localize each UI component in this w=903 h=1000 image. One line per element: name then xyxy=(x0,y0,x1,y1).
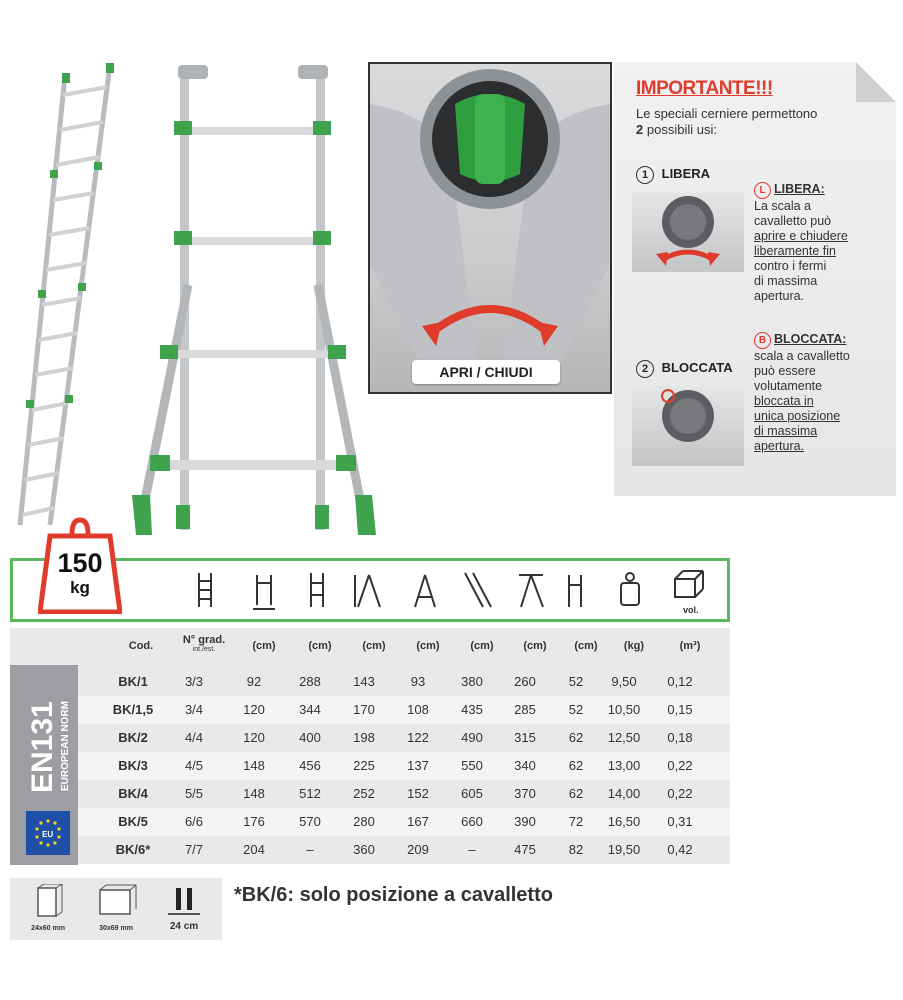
table-cell: 0,12 xyxy=(667,674,693,689)
table-cell: 16,50 xyxy=(607,814,641,829)
important-description xyxy=(636,106,876,138)
desc-line-2: possibili usi: xyxy=(646,122,717,137)
a-frame-ladder-image xyxy=(132,65,376,535)
option-1-heading xyxy=(636,166,710,184)
table-row xyxy=(78,668,730,696)
footnote: *BK/6: solo posizione a cavalletto xyxy=(234,884,553,906)
option-2-title: BLOCCATA: xyxy=(774,332,847,346)
option-1-line: di massima xyxy=(754,274,818,288)
table-cell: 120 xyxy=(243,730,265,745)
profile-sizes xyxy=(10,878,222,940)
header-unit: (cm) xyxy=(523,640,547,652)
table-cell: 13,00 xyxy=(607,758,641,773)
table-cell: 93 xyxy=(410,674,426,689)
model-code-cell: BK/5 xyxy=(118,814,148,829)
option-2-line: di massima xyxy=(754,424,818,438)
option-2-line: può essere xyxy=(754,364,816,378)
vol-label: vol. xyxy=(683,605,699,615)
table-cell: 380 xyxy=(461,674,483,689)
volume-box-icon xyxy=(675,571,703,597)
header-unit: (cm) xyxy=(308,640,332,652)
straight-ladder-image xyxy=(20,63,114,525)
apri-chiudi-caption: APRI / CHIUDI xyxy=(412,360,560,384)
important-title: IMPORTANTE!!! xyxy=(636,78,773,99)
table-cell: 62 xyxy=(568,730,584,745)
option-1-hinge-image xyxy=(632,192,744,272)
table-cell: 285 xyxy=(514,702,536,717)
option-2-line: volutamente xyxy=(754,379,823,393)
table-cell: 435 xyxy=(461,702,483,717)
option-1-text xyxy=(754,182,874,304)
table-cell: 4/5 xyxy=(184,758,204,773)
a-frame-height-icon xyxy=(355,575,380,607)
eu-label: EU xyxy=(42,830,54,839)
table-cell: 456 xyxy=(299,758,321,773)
table-cell: 72 xyxy=(568,814,584,829)
scaffold-icon xyxy=(569,575,581,607)
table-cell: 0,42 xyxy=(667,842,693,857)
header-unit: (m³) xyxy=(679,640,701,652)
a-frame-icon xyxy=(415,575,435,607)
a-frame-open-icon xyxy=(519,575,543,607)
option-2-text xyxy=(754,332,874,454)
ladder-width-icon xyxy=(253,575,275,609)
option-1-title: LIBERA: xyxy=(774,182,825,196)
option-2-badge: B xyxy=(754,332,771,349)
table-cell: 315 xyxy=(514,730,536,745)
model-code-cell: BK/2 xyxy=(118,730,148,745)
table-cell: 3/3 xyxy=(184,674,204,689)
desc-line-1: Le speciali cerniere permettono xyxy=(636,106,818,121)
option-2-line: unica posizione xyxy=(754,409,841,423)
option-1-line: liberamente fin xyxy=(754,244,836,258)
profile-step-icon xyxy=(88,884,144,932)
profile-label: 24 cm xyxy=(169,921,199,932)
page-curl xyxy=(856,62,896,102)
hinge-photo xyxy=(368,62,612,394)
max-load-value: 150 xyxy=(57,548,103,578)
table-row xyxy=(78,808,730,836)
info-panel xyxy=(614,62,896,496)
header-unit: (cm) xyxy=(252,640,276,652)
table-cell: 152 xyxy=(407,786,429,801)
option-1-line: aprire e chiudere xyxy=(754,229,848,243)
norm-text: EUROPEAN NORM xyxy=(60,700,71,791)
header-unit: (cm) xyxy=(470,640,494,652)
table-cell: 148 xyxy=(243,758,265,773)
table-cell: 570 xyxy=(299,814,321,829)
option-1-line: contro i fermi xyxy=(754,259,827,273)
table-cell: 143 xyxy=(353,674,375,689)
table-cell: 198 xyxy=(353,730,375,745)
table-row xyxy=(78,836,730,864)
table-cell: 10,50 xyxy=(607,702,641,717)
option-2-label: BLOCCATA xyxy=(661,360,733,375)
table-cell: 0,18 xyxy=(667,730,693,745)
table-cell: 0,15 xyxy=(667,702,693,717)
table-cell: 12,50 xyxy=(607,730,641,745)
table-cell: 370 xyxy=(514,786,536,801)
option-2-number: 2 xyxy=(636,360,654,378)
table-cell: 400 xyxy=(299,730,321,745)
header-steps xyxy=(176,634,232,653)
table-cell: 14,00 xyxy=(607,786,641,801)
table-cell: 108 xyxy=(407,702,429,717)
option-1-label: LIBERA xyxy=(661,166,711,181)
table-cell: 512 xyxy=(299,786,321,801)
option-2-line: apertura. xyxy=(754,439,805,453)
table-cell: 0,22 xyxy=(667,758,693,773)
option-2-line: bloccata in xyxy=(754,394,814,408)
table-cell: 209 xyxy=(407,842,429,857)
table-cell: 288 xyxy=(299,674,321,689)
profile-rail-icon xyxy=(20,884,76,932)
table-cell: 148 xyxy=(243,786,265,801)
option-2-hinge-image xyxy=(632,386,744,466)
table-cell: 280 xyxy=(353,814,375,829)
table-cell: 475 xyxy=(514,842,536,857)
table-cell: 170 xyxy=(353,702,375,717)
table-cell: 62 xyxy=(568,786,584,801)
table-cell: 9,50 xyxy=(611,674,637,689)
table-cell: 176 xyxy=(243,814,265,829)
table-cell: 360 xyxy=(353,842,375,857)
table-cell: 52 xyxy=(568,702,584,717)
header-unit: (cm) xyxy=(574,640,598,652)
option-1-badge: L xyxy=(754,182,771,199)
norm-code: EN131 xyxy=(26,701,59,793)
profile-spacing-icon xyxy=(156,884,212,932)
table-cell: 344 xyxy=(299,702,321,717)
table-cell: – xyxy=(468,842,476,857)
model-code-cell: BK/1 xyxy=(118,674,148,689)
ladder-length-icon xyxy=(311,573,323,607)
max-load-unit: kg xyxy=(70,578,90,597)
profile-label: 24x60 mm xyxy=(31,925,65,932)
table-cell: – xyxy=(306,842,314,857)
option-2-line: scala a cavalletto xyxy=(754,349,850,363)
header-code: Cod. xyxy=(128,640,154,652)
ladder-illustrations xyxy=(10,55,380,545)
table-cell: 490 xyxy=(461,730,483,745)
option-2-heading xyxy=(636,360,733,378)
profile-label: 30x69 mm xyxy=(99,925,133,932)
hinge-image xyxy=(370,64,610,392)
table-cell: 6/6 xyxy=(184,814,204,829)
option-1-line: La scala a xyxy=(754,199,811,213)
header-steps-label: N° grad. xyxy=(182,634,226,646)
header-unit: (kg) xyxy=(623,640,645,652)
header-unit: (cm) xyxy=(362,640,386,652)
desc-count: 2 xyxy=(636,122,644,137)
table-cell: 260 xyxy=(514,674,536,689)
table-cell: 62 xyxy=(568,758,584,773)
table-cell: 3/4 xyxy=(184,702,204,717)
table-cell: 120 xyxy=(243,702,265,717)
table-cell: 225 xyxy=(353,758,375,773)
table-cell: 605 xyxy=(461,786,483,801)
table-cell: 19,50 xyxy=(607,842,641,857)
table-cell: 0,31 xyxy=(667,814,693,829)
table-cell: 167 xyxy=(407,814,429,829)
table-cell: 204 xyxy=(243,842,265,857)
table-cell: 82 xyxy=(568,842,584,857)
max-load-badge xyxy=(38,512,122,614)
ladder-rungs-icon xyxy=(199,573,211,607)
table-cell: 390 xyxy=(514,814,536,829)
table-cell: 137 xyxy=(407,758,429,773)
option-1-number: 1 xyxy=(636,166,654,184)
leaning-ladder-icon xyxy=(465,573,491,607)
table-cell: 52 xyxy=(568,674,584,689)
table-cell: 0,22 xyxy=(667,786,693,801)
model-code-cell: BK/3 xyxy=(118,758,148,773)
table-row xyxy=(78,780,730,808)
option-1-line: cavalletto può xyxy=(754,214,832,228)
model-code-cell: BK/4 xyxy=(118,786,148,801)
table-row xyxy=(78,724,730,752)
table-cell: 7/7 xyxy=(184,842,204,857)
weight-icon xyxy=(621,573,639,605)
table-cell: 660 xyxy=(461,814,483,829)
table-row xyxy=(78,696,730,724)
table-cell: 4/4 xyxy=(184,730,204,745)
header-unit: (cm) xyxy=(416,640,440,652)
table-row xyxy=(78,752,730,780)
model-code-cell: BK/1,5 xyxy=(112,702,154,717)
table-cell: 122 xyxy=(407,730,429,745)
table-cell: 550 xyxy=(461,758,483,773)
model-code-cell: BK/6* xyxy=(115,842,151,857)
table-cell: 92 xyxy=(246,674,262,689)
en131-band xyxy=(10,665,78,865)
table-cell: 252 xyxy=(353,786,375,801)
option-1-line: apertura. xyxy=(754,289,805,303)
table-cell: 340 xyxy=(514,758,536,773)
header-steps-sub: int./est. xyxy=(192,646,216,653)
table-cell: 5/5 xyxy=(184,786,204,801)
